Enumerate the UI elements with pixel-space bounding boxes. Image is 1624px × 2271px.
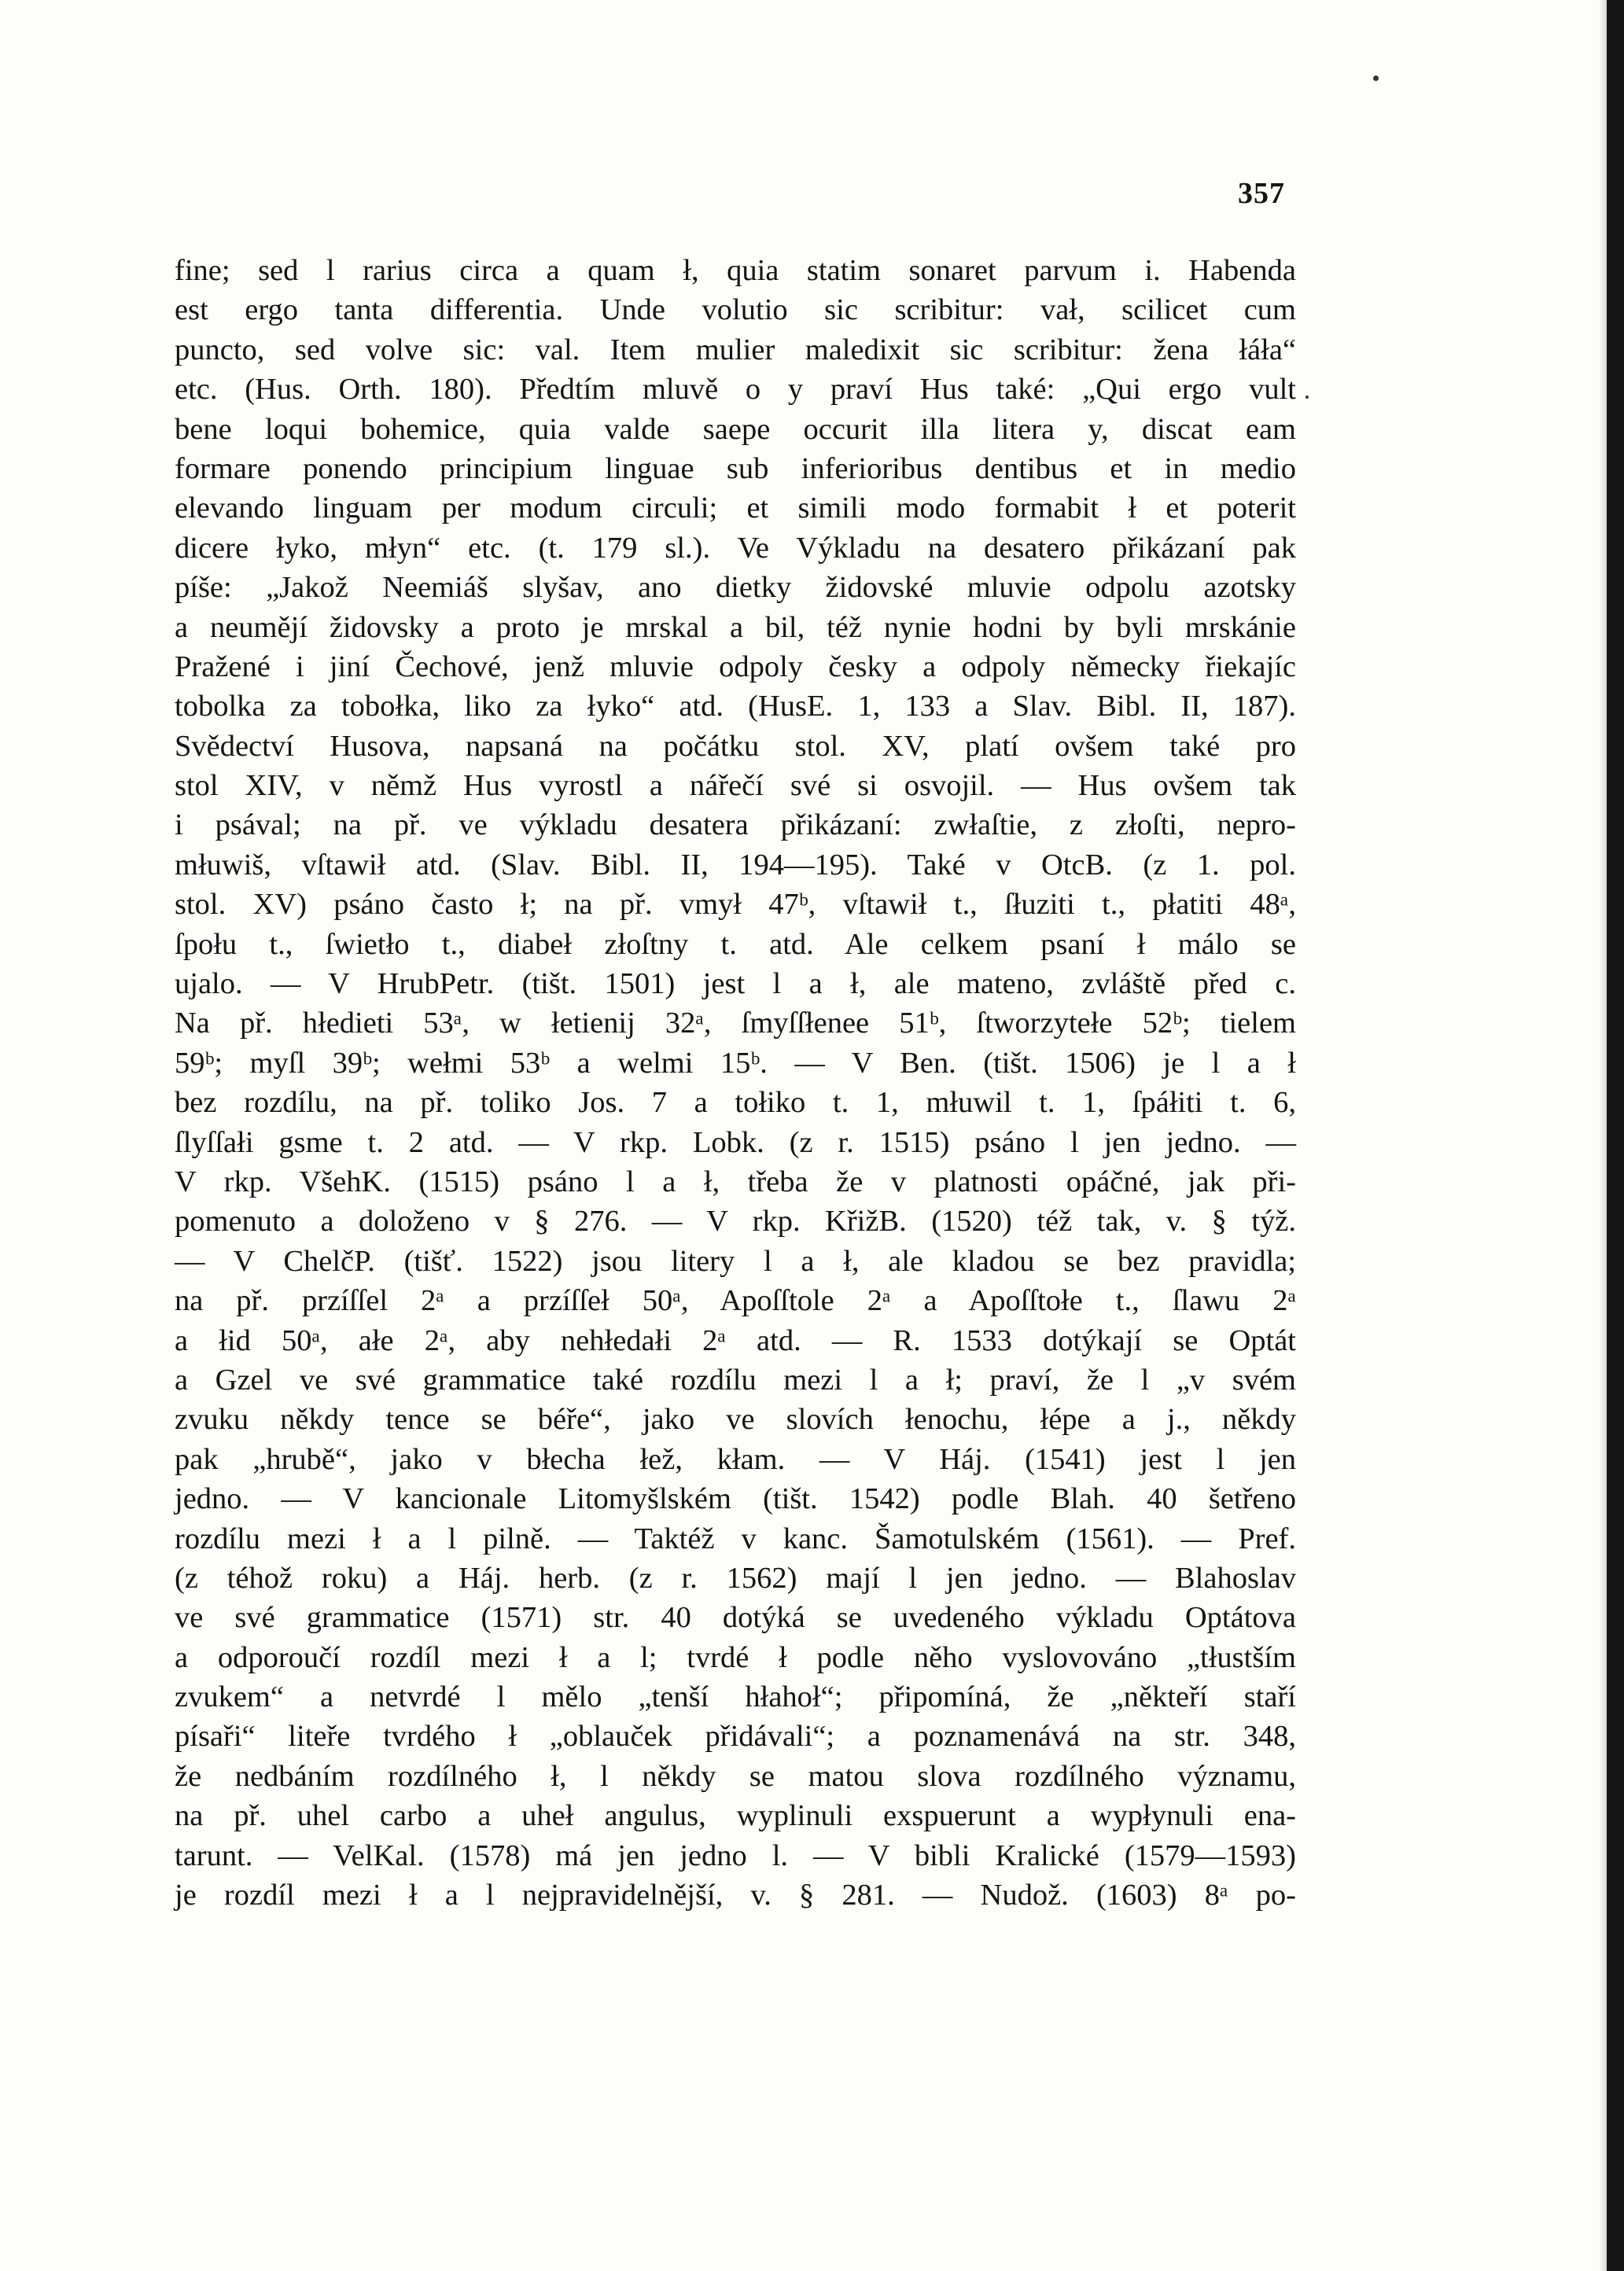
text-line: že nedbáním rozdílného ł, l někdy se matou slova rozdílného významu, [175,1759,1296,1793]
page-edge-border [1607,0,1624,2271]
text-line: písaři“ liteře tvrdého ł „oblauček přidávali“; a poznamenává na str. 348, [175,1720,1296,1754]
text-line: etc. (Hus. Orth. 180). Předtím mluvě o y praví Hus také: „Qui ergo vult [175,373,1296,407]
text-line: a łid 50ᵃ, ałe 2ᵃ, aby nehłedałi 2ᵃ atd. — R. 1533 dotýkají se Optát [175,1323,1296,1357]
text-line: ſpołu t., ſwietło t., diabeł złoſtny t. atd. Ale celkem psaní ł málo se [175,927,1296,961]
text-line: stol XIV, v němž Hus vyrostl a nářečí své si osvojil. — Hus ovšem tak [175,769,1296,803]
text-line: tobolka za tobołka, liko za łyko“ atd. (HusE. 1, 133 a Slav. Bibl. II, 187). [175,690,1296,723]
text-line: (z téhož roku) a Háj. herb. (z r. 1562) mají l jen jedno. — Blahoslav [175,1561,1296,1595]
text-line: Svědectví Husova, napsaná na počátku stol. XV, platí ovšem také pro [175,729,1296,763]
text-line: fine; sed l rarius circa a quam ł, quia statim sonaret parvum i. Habenda [175,254,1296,287]
text-line: est ergo tanta differentia. Unde volutio sic scribitur: vał, scilicet cum [175,293,1296,327]
text-line: i psával; na př. ve výkladu desatera přikázaní: zwłaſtie, z złoſti, nepro- [175,808,1296,842]
text-line: formare ponendo principium linguae sub inferioribus dentibus et in medio [175,451,1296,485]
text-line: píše: „Jakož Neemiáš slyšav, ano dietky židovské mluvie odpolu azotsky [175,571,1296,605]
text-line: młuwiš, vſtawił atd. (Slav. Bibl. II, 194—195). Také v OtcB. (z 1. pol. [175,848,1296,882]
page-number: 357 [1238,177,1285,210]
text-line: elevando linguam per modum circuli; et simili modo formabit ł et poterit [175,491,1296,525]
page-edge-shadow [1599,0,1607,2271]
text-line: a odporoučí rozdíl mezi ł a l; tvrdé ł podle něho vyslovováno „tłustším [175,1640,1296,1674]
text-line: je rozdíl mezi ł a l nejpravidelnější, v. § 281. — Nudož. (1603) 8ᵃ po- [175,1879,1296,1912]
scan-speck [1305,396,1309,399]
text-line: ſlyſſałi gsme t. 2 atd. — V rkp. Lobk. (z r. 1515) psáno l jen jedno. — [175,1125,1296,1159]
text-line: zvuku někdy tence se béře“, jako ve slovích łenochu, łépe a j., někdy [175,1403,1296,1437]
body-text [175,251,1296,1915]
text-line: jedno. — V kancionale Litomyšlském (tišt. 1542) podle Blah. 40 šetřeno [175,1482,1296,1516]
text-line: Pražené i jiní Čechové, jenž mluvie odpoly česky a odpoly německy řiekajíc [175,650,1296,683]
text-line: na př. przíſſel 2ᵃ a przíſſeł 50ᵃ, Apoſſtole 2ᵃ a Apoſſtołe t., ſlawu 2ᵃ [175,1284,1296,1318]
text-line: zvukem“ a netvrdé l mělo „tenší hłahoł“; připomíná, že „někteří staří [175,1680,1296,1714]
text-line: pak „hrubě“, jako v błecha łež, kłam. — V Háj. (1541) jest l jen [175,1442,1296,1476]
text-line: a Gzel ve své grammatice také rozdílu mezi l a ł; praví, že l „v svém [175,1363,1296,1397]
text-line: V rkp. VšehK. (1515) psáno l a ł, třeba že v platnosti opáčné, jak při- [175,1165,1296,1198]
scan-speck [1373,75,1379,81]
text-line: ujalo. — V HrubPetr. (tišt. 1501) jest l a ł, ale mateno, zvláště před c. [175,967,1296,1001]
text-line: dicere łyko, młyn“ etc. (t. 179 sl.). Ve Výkladu na desatero přikázaní pak [175,531,1296,565]
text-line: a neumějí židovsky a proto je mrskal a bil, též nynie hodni by byli mrskánie [175,610,1296,644]
text-line: Na př. hłedieti 53ᵃ, w łetienij 32ᵃ, ſmyſſłenee 51ᵇ, ſtworzytełe 52ᵇ; tielem [175,1007,1296,1040]
text-line: puncto, sed volve sic: val. Item mulier maledixit sic scribitur: žena łáła“ [175,333,1296,366]
text-line: — V ChelčP. (tišť. 1522) jsou litery l a ł, ale kladou se bez pravidla; [175,1244,1296,1278]
text-line: na př. uhel carbo a uheł angulus, wyplinuli exspuerunt a wypłynuli ena- [175,1799,1296,1833]
text-line: rozdílu mezi ł a l pilně. — Taktéž v kanc. Šamotulském (1561). — Pref. [175,1522,1296,1555]
text-line: pomenuto a doloženo v § 276. — V rkp. KřižB. (1520) též tak, v. § týž. [175,1205,1296,1239]
text-line: stol. XV) psáno často ł; na př. vmył 47ᵇ, vſtawił t., ſłuziti t., płatiti 48ᵃ, [175,888,1296,922]
text-line: bez rozdílu, na př. toliko Jos. 7 a tołiko t. 1, młuwil t. 1, ſpáłiti t. 6, [175,1086,1296,1120]
text-line: ve své grammatice (1571) str. 40 dotýká se uvedeného výkladu Optátova [175,1601,1296,1635]
text-line: bene loqui bohemice, quia valde saepe occurit illa litera y, discat eam [175,412,1296,446]
text-line: tarunt. — VelKal. (1578) má jen jedno l. — V bibli Kralické (1579—1593) [175,1839,1296,1872]
text-line: 59ᵇ; myſl 39ᵇ; wełmi 53ᵇ a welmi 15ᵇ. — V Ben. (tišt. 1506) je l a ł [175,1046,1296,1080]
